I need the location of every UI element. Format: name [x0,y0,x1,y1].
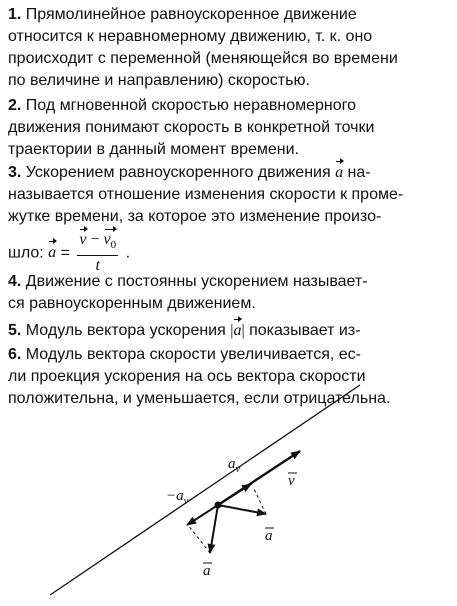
formula-numerator [77,230,118,256]
paragraph-3-line-1: Ускорением равноускоренного движения [25,164,331,181]
abs-vector-a: a [233,320,241,342]
formula-a: a [48,242,56,264]
paragraph-6-number: 6. [8,346,22,363]
paragraph-2-number: 2. [8,97,22,114]
paragraph-6-line-2: ли проекция ускорения на ось вектора скорости [8,368,366,385]
formula-prefix: шло: [8,244,44,262]
formula-end: . [125,244,131,262]
paragraph-2-line-2: движения понимают скорость в конкретной точки [8,119,375,136]
formula-v0-letter: v [103,231,111,248]
formula-v0 [104,230,117,255]
projection-av-vector [218,484,251,505]
projection-neg-av-vector [187,505,218,525]
paragraph-3 [8,162,448,276]
paragraph-4-line-2: ся равноускоренным движением. [8,295,256,312]
paragraph-3-line-2: называется отношение изменения скорости к проме- [8,186,404,203]
paragraph-3-number: 3. [8,164,22,181]
formula-v: v [79,231,87,248]
paragraph-5-text-after: показывает из- [249,322,361,339]
paragraph-1-line-4: по величине и направлению) скоростью. [8,72,310,89]
paragraph-5-text-before: Модуль вектора ускорения [25,322,226,339]
formula-line [8,230,448,276]
projection-dash-down [188,525,210,553]
vector-diagram [0,380,457,606]
paragraph-3-line-1-tail: на- [347,164,371,181]
formula-v0-sub: 0 [110,239,117,252]
paragraph-5 [8,320,448,342]
acceleration-vector-symbol: a [335,162,343,184]
label-v: v [288,473,295,489]
projection-dash-right [254,489,266,514]
paragraph-5-number: 5. [8,322,22,339]
paragraph-1-line-2: относится к неравномерному движению, т. к. оно [8,28,373,45]
abs-bar-right: | [241,322,245,339]
paragraph-1-line-1: Прямолинейное равноускоренное движение [25,6,357,23]
label-a-right: a [265,528,273,544]
paragraph-4-line-1: Движение с постоянны ускорением называет- [25,273,368,290]
paragraph-1 [8,4,448,92]
acceleration-vector-right [218,505,266,514]
acceleration-vector-down [210,505,218,553]
label-neg-av: $-a_v$ [166,488,189,507]
formula-eq: = [60,244,70,262]
paragraph-2-line-1: Под мгновенной скоростью неравномерного [25,97,357,114]
formula-denominator: t [95,257,100,275]
paragraph-2-line-3: траектории в данный момент времени. [8,141,300,158]
label-a-bottom: a [203,563,211,579]
paragraph-6-line-1: Модуль вектора скорости увеличивается, ес- [25,346,361,363]
formula-minus: − [90,231,100,248]
paragraph-1-number: 1. [8,6,22,23]
abs-bar-left: | [230,322,234,339]
paragraph-2 [8,95,448,161]
formula-fraction [77,230,118,276]
paragraph-1-line-3: происходит с переменной (меняющейся во времени [8,50,398,67]
paragraph-4 [8,271,448,315]
paragraph-6-line-3: положительна, и уменьшается, если отрицательна. [8,390,391,407]
paragraph-3-line-3: жутке времени, за которое это изменение произо- [8,208,382,225]
label-av: $a_v$ [228,456,241,475]
paragraph-4-number: 4. [8,273,22,290]
